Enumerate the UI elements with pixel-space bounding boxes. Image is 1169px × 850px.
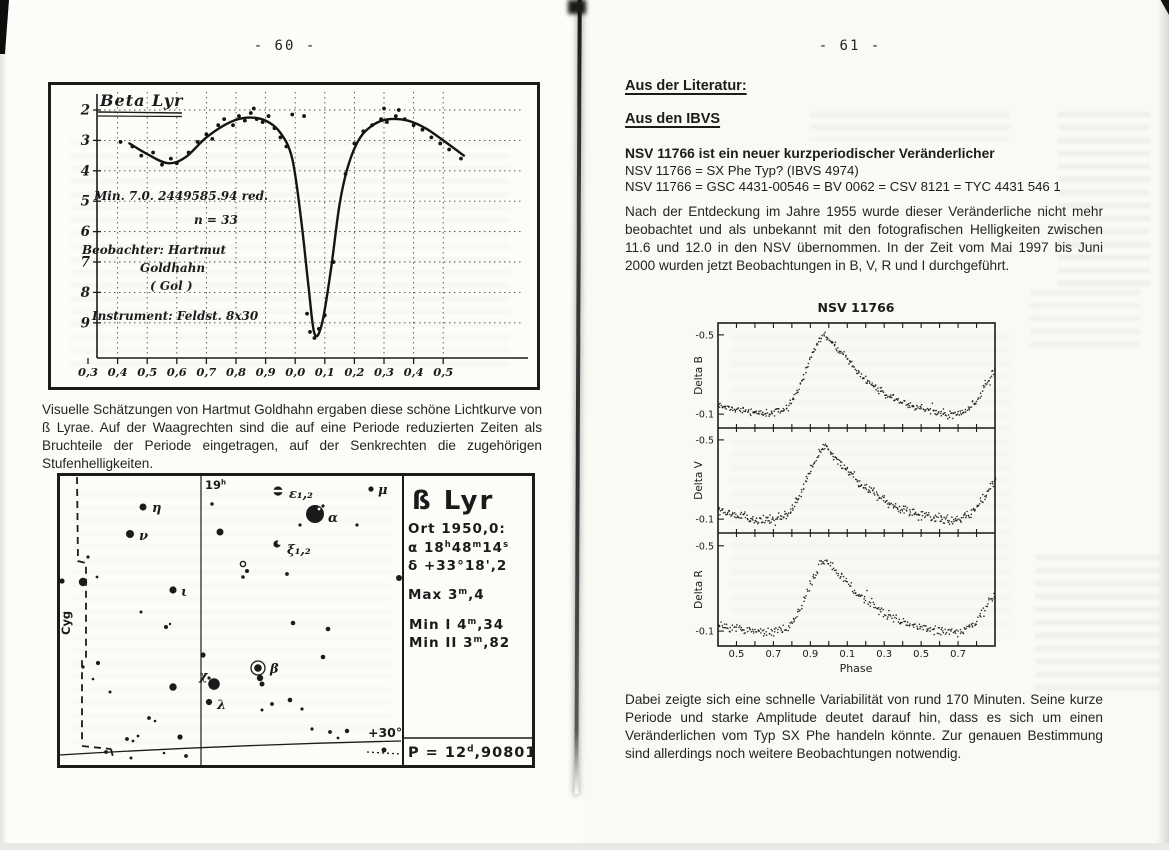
scan-artifact — [0, 0, 7, 850]
svg-text:0,2: 0,2 — [344, 365, 365, 379]
nsv-11766-lightcurve-chart — [693, 298, 1023, 678]
svg-text:2: 2 — [80, 102, 90, 119]
svg-text:0.5: 0.5 — [913, 649, 930, 660]
svg-text:χ: χ — [199, 669, 208, 684]
svg-text:0,3: 0,3 — [373, 365, 395, 379]
svg-text:Cyg: Cyg — [59, 610, 73, 635]
svg-text:μ: μ — [378, 483, 388, 498]
svg-text:0.7: 0.7 — [765, 649, 782, 660]
identifier-line-2: NSV 11766 = GSC 4431-00546 = BV 0062 = CSV 8121 = TYC 4431 546 1 — [625, 179, 1061, 194]
svg-text:0.7: 0.7 — [950, 649, 967, 660]
page-number-right: - 61 - — [818, 38, 882, 54]
svg-text:P = 12d,90801: $P = 12^d,90801$ — [408, 744, 535, 761]
svg-text:α 18h48m14s: α 18$^h$48$^m$14$^s$ — [408, 538, 510, 556]
svg-text:0.9: 0.9 — [802, 649, 819, 660]
svg-text:0,7: 0,7 — [196, 365, 217, 379]
svg-text:8: 8 — [80, 284, 90, 301]
svg-text:Max 3m,4: Max 3$^m$,4 — [408, 585, 485, 603]
svg-text:0,3: 0,3 — [77, 365, 99, 379]
svg-text:Min II 3m,82: Min II 3$^m$,82 — [409, 633, 511, 651]
svg-text:-0.5: -0.5 — [695, 541, 714, 553]
svg-text:β: β — [270, 662, 279, 677]
article-title: NSV 11766 ist ein neuer kurzperiodischer Veränderlicher — [625, 146, 995, 161]
svg-text:Instrument: Feldst. 8x30: Instrument: Feldst. 8x30 — [92, 309, 259, 323]
svg-text:0,6: 0,6 — [166, 365, 187, 379]
svg-text:δ +33°18',2: δ +33°18',2 — [408, 558, 508, 574]
svg-text:9: 9 — [80, 315, 90, 332]
svg-text:Ort 1950,0:: Ort 1950,0: — [408, 521, 506, 537]
svg-text:Delta V: Delta V — [693, 461, 705, 500]
paragraph-discovery: Nach der Entdeckung im Jahre 1955 wurde dieser Veränderliche nicht mehr beobachtet und als unbekannt mit den fotografischen Helligkeiten zwischen 11.6 und 12.0 in den NSV übernommen. In der Zeit vom Mai 1997 bis Juni 2000 wurden jetzt Beobachtungen in B, V, R und I durchgeführt. — [625, 204, 1103, 273]
svg-text:Delta R: Delta R — [693, 570, 705, 609]
svg-text:ξ₁,₂: ξ₁,₂ — [287, 543, 311, 558]
svg-text:0,4: 0,4 — [107, 365, 128, 379]
scan-artifact — [568, 0, 586, 14]
paragraph-conclusion: Dabei zeigte sich eine schnelle Variabilität von rund 170 Minuten. Seine kurze Periode und starke Amplitude deutet darauf hin, dass es sich um einen Veränderlichen vom Typ SX Phe handeln könnte. Zur genauen Bestimmung sind allerdings noch weitere Beobachtungen notwendig. — [625, 692, 1103, 761]
svg-text:0.3: 0.3 — [876, 649, 893, 660]
svg-text:+30°: +30° — [368, 725, 403, 740]
svg-text:-0.1: -0.1 — [695, 409, 714, 421]
svg-text:n = 33: n = 33 — [194, 213, 238, 227]
page-fold-line — [574, 0, 581, 794]
svg-text:3: 3 — [80, 132, 90, 149]
svg-text:Delta B: Delta B — [693, 356, 705, 395]
svg-text:( Gol ): ( Gol ) — [150, 279, 193, 293]
page-number-left: - 60 - — [253, 38, 317, 54]
svg-text:0,9: 0,9 — [255, 365, 276, 379]
scan-artifact — [1157, 0, 1169, 850]
svg-text:Beta Lyr: Beta Lyr — [100, 91, 184, 110]
scan-artifact — [0, 843, 1169, 850]
svg-text:NSV 11766: NSV 11766 — [817, 300, 895, 315]
svg-text:0,4: 0,4 — [403, 365, 424, 379]
svg-text:0,5: 0,5 — [137, 365, 158, 379]
svg-text:-0.1: -0.1 — [695, 626, 714, 638]
svg-text:Min. 7.0. 2449585.94 red.: Min. 7.0. 2449585.94 red. — [94, 189, 269, 203]
svg-text:η: η — [152, 501, 162, 516]
svg-text:-0.5: -0.5 — [695, 435, 714, 447]
svg-text:7: 7 — [80, 254, 90, 271]
svg-text:-0.1: -0.1 — [695, 514, 714, 526]
svg-text:ε₁,₂: ε₁,₂ — [289, 487, 313, 502]
svg-text:19h: 19$^h$ — [205, 477, 227, 492]
svg-text:Goldhahn: Goldhahn — [140, 261, 206, 275]
literature-heading: Aus der Literatur: — [625, 78, 747, 94]
svg-text:ι: ι — [181, 585, 188, 600]
svg-text:0,8: 0,8 — [225, 365, 247, 379]
lightcurve-caption: Visuelle Schätzungen von Hartmut Goldhahn ergaben diese schöne Lichtkurve von ß Lyrae. Auf der Waagrechten sind die auf eine Periode reduzierten Zeiten als Bruchteile der Periode eingetragen, auf der Senkrechten die zugehörigen Stufenhelligkeiten. — [42, 402, 543, 471]
svg-text:0,5: 0,5 — [433, 365, 454, 379]
svg-text:4: 4 — [80, 163, 90, 180]
svg-text:0,0: 0,0 — [285, 365, 306, 379]
svg-text:0.1: 0.1 — [839, 649, 856, 660]
svg-text:Phase: Phase — [839, 662, 873, 675]
svg-text:ν: ν — [139, 529, 149, 544]
svg-text:6: 6 — [80, 224, 90, 241]
svg-text:5: 5 — [80, 193, 90, 210]
svg-text:λ: λ — [217, 698, 227, 713]
svg-text:Beobachter: Hartmut: Beobachter: Hartmut — [82, 243, 227, 257]
beta-lyr-lightcurve-chart — [48, 82, 540, 390]
svg-text:0.5: 0.5 — [728, 649, 745, 660]
ibvs-heading: Aus den IBVS — [625, 111, 721, 127]
svg-text:Min I 4m,34: Min I 4$^m$,34 — [409, 615, 505, 633]
svg-text:0,1: 0,1 — [314, 365, 335, 379]
svg-text:α: α — [328, 511, 339, 526]
svg-text:ß Lyr: ß Lyr — [412, 486, 495, 516]
identifier-line-1: NSV 11766 = SX Phe Typ? (IBVS 4974) — [625, 163, 859, 178]
beta-lyr-star-chart — [57, 473, 535, 768]
svg-text:-0.5: -0.5 — [695, 330, 714, 342]
